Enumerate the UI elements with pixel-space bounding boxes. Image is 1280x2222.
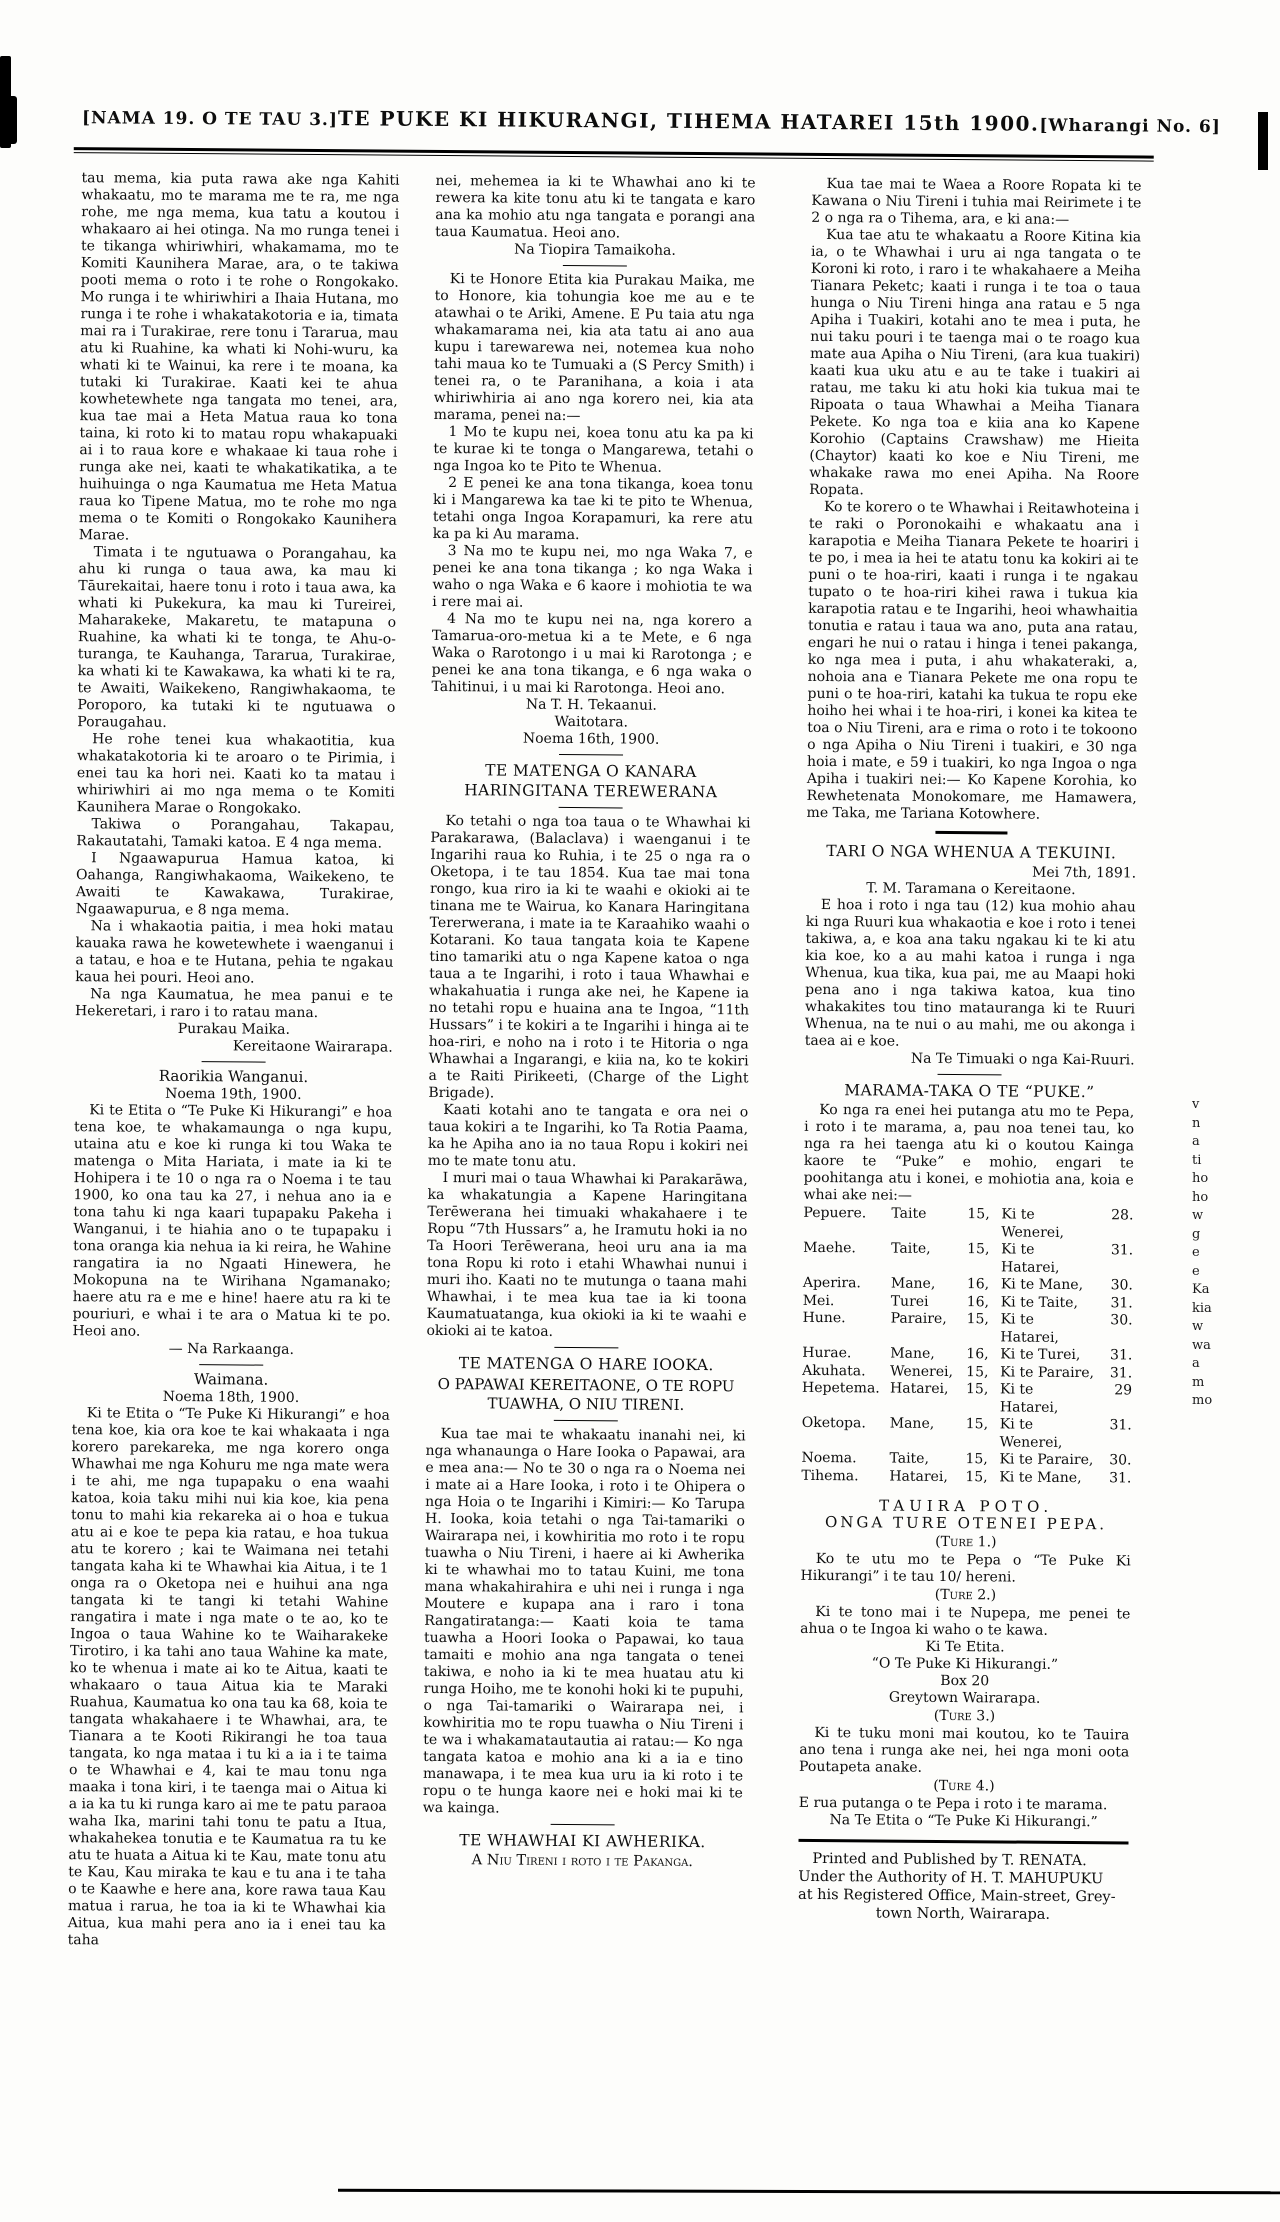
bleed-letter: m [1192, 1374, 1205, 1390]
end-day: 30. [1109, 1452, 1132, 1469]
article-headline: TE WHAWHAI KI AWHERIKA. [459, 1831, 706, 1852]
bleed-letter: w [1192, 1208, 1204, 1223]
weekday: Hatarei, [889, 1468, 948, 1485]
address-line: “O Te Puke Ki Hikurangi.” [871, 1655, 1059, 1673]
calendar-row [801, 1467, 1131, 1487]
weekday: Paraire, [890, 1310, 947, 1328]
rules-subheading: ONGA TURE OTENEI PEPA. [824, 1513, 1108, 1534]
addressee: T. M. Taramana o Kereitaone. [866, 880, 1076, 899]
paragraph: 1 Mo te kupu nei, koea tonu atu ka pa ki te kurae ki te tonga o Mangarewa, tetahi o nga Ingoa ko te Pito te Whenua. [433, 424, 754, 476]
signature: Na Tiopira Tamaikoha. [514, 241, 676, 259]
imprint [798, 1850, 1129, 1925]
weekday: Taite [891, 1205, 927, 1222]
signature: Purakau Maika. [177, 1020, 291, 1038]
paragraph: tau mema, kia puta rawa ake nga Kahiti whakaatu, mo te marama me te ra, me nga rohe, me nga mema, kua tatu a koutou i whakaaro ai hei otinga. Na mo runga tenei i te tikanga whiriwhiri, whakamama, mo te Komiti Kaunihera Marae, ara, o te takiwa pooti mema o roto i te rohe o Rongokako. Mo runga i te whiriwhiri a Ihaia Hutana, mo runga i te rohe i whakatakotoria e ia, timata mai ra i Turakirae, rere tonu i Tararua, mau atu ki Ruahine, ka whati ki Nohi-wuru, ka whati ki te Wainui, ka rere i te moana, ka tutaki ki Turakirae. Kaati kei te ahua kowhetewhete nga tangata mo tenei, ara, kua tae mai a Heta Matua raua ko tona taina, ki roto ki to matau ropu whakapuaki ai i to raua kore e whakaae ki taua rohe i runga ake nei, kaati te whakatikatika, a te huihuinga o nga Kaumatua me Heta Matua raua ko Tipene Matua, mo te rohe mo nga mema o te Komiti o Rongokako Kaunihera Marae. [78, 170, 400, 544]
bleed-letter: a [1192, 1356, 1200, 1371]
paragraph: Ko tetahi o nga toa taua o te Whawhai ki Parakarawa, (Balaclava) i waenganui i te Ingarihi raua ko Ruhia, i te 25 o nga ra o Oketopa, i te tau 1854. Kua tae mai tona rongo, kua riro ia ki te waahi e okioki ai te tinana me te Wairua, ko Kanara Haringitana Tererwerana, i mate ia te Karaahiko waahi o Kotarani. Ko taua tangata koia te Kapene tino tamariki atu o nga Kapene katoa o nga taua a te Ingarihi, i roto i taua Whawhai e whakahuatia i runga ake nei, he Kapene ia no tetahi ropu e huaina ana te Ingoa, “11th Hussars” i te kokiri a te Ingarihi i hinga ai te hoa-riri, e noho na i roto i te Hitoria o nga Whawhai a Ingarangi, e kiia na, ko te kokiri a te Raiti Pirikeeti, (Charge of the Light Brigade). [428, 813, 751, 1102]
weekday: Mane, [890, 1275, 936, 1292]
paragraph: Ko nga ra enei hei putanga atu mo te Pepa, i roto i te marama, a, pau noa tenei tau, ko nga ra hei taenga atu ki o koutou Kainga kaore te “Puke” e mohio, engari te poohitanga atu i konei, e mohiotia ana, koia e whai ake nei:— [803, 1101, 1135, 1204]
weekday: Turei [890, 1293, 929, 1310]
address-line: Box 20 [940, 1672, 990, 1690]
article-headline: TE MATENGA O HARE IOOKA. [458, 1354, 714, 1375]
paragraph: 2 E penei ke ana tona tikanga, koea tonu ki i Mangarewa ka tae ki te pito te Whenua, tetahi onga Ingoa Korapamuri, ka rere atu ka pa ki Au marama. [432, 475, 754, 544]
imprint-line: town North, Wairarapa. [875, 1905, 1051, 1923]
to-weekday: Ki te Paraire, [1000, 1363, 1095, 1381]
month: Hurae. [802, 1344, 852, 1362]
paragraph: Ki te Honore Etita kia Purakau Maika, me to Honore, kia tohungia koe me au e te atawhai o te Ariki, Amene. E Pu taia atu nga whakamarama nei, kia ata tatu ai ano aua kupu i tarewarewa nei, notemea kua noho tahi maua ko te Tumuaki a (S Percy Smith) i tenei ra, o te Paranihana, a koia i ata whiriwhiria ai ano nga korero nei, kia ata marama, penei na:— [433, 271, 755, 425]
scan-edge-mark [4, 96, 17, 144]
to-weekday: Ki te Turei, [1000, 1346, 1081, 1364]
bleed-letter: ho [1192, 1189, 1209, 1205]
paragraph: E rua putanga o te Pepa i roto i te marama. [798, 1794, 1108, 1814]
section-rule [938, 1074, 1002, 1076]
to-weekday: Ki te Paraire, [999, 1451, 1094, 1469]
weekday: Taite, [891, 1240, 931, 1257]
weekday: Mane, [889, 1415, 935, 1432]
rule-label: (Ture 4.) [933, 1777, 995, 1795]
day-number: 15, [965, 1381, 989, 1398]
bleed-letter: v [1192, 1097, 1200, 1112]
day-number: 16, [966, 1293, 990, 1310]
paragraph: I muri mai o taua Whawhai ki Parakarāwa, ka whakatungia a Kapene Haringitana Terēwerana hei timuaki whakahaere i te Ropu “7th Hussars” a, he Iramutu hoki ia no Ta Hoori Terēwerana, heoi uru ana ia ma tona Ropu ki roto i etahi Whawhai nunui i muri iho. Kaati no te mutunga o taana mahi Whawhai, i te mea kua tae ia ki toona Kaumatuatanga, kua okioki ia ki te waahi e okioki ai te katoa. [426, 1170, 748, 1340]
calendar-row [802, 1310, 1132, 1348]
article-headline: TE MATENGA O KANARA HARINGITANA TEREWERANA [464, 761, 718, 802]
end-day: 31. [1109, 1469, 1132, 1486]
letter-heading: Raorikia Wanganui. [158, 1066, 309, 1086]
paragraph: nei, mehemea ia ki te Whawhai ano ki te rewera ka kite tonu atu ki te tangata e karo ana ka mohio atu nga tangata e porangi ana taua Kaumatua. Heoi ano. [435, 172, 756, 242]
article-subhead: A Niu Tireni i roto i te Pakanga. [471, 1852, 694, 1871]
paragraph: Kua tae mai te Waea a Roore Ropata ki te Kawana o Niu Tireni i tuhia mai Reirimete i te 2 o nga ra o Tihema, ara, e ki ana:— [811, 176, 1142, 228]
day-number: 15, [965, 1451, 988, 1468]
month: Mei. [802, 1292, 835, 1309]
weekday: Taite, [889, 1450, 930, 1467]
section-rule [563, 265, 627, 267]
section-rule [935, 831, 1007, 835]
weekday: Wenerei, [890, 1363, 954, 1380]
section-rule [202, 1061, 266, 1063]
bleed-letter: a [1192, 1134, 1200, 1149]
publication-calendar [801, 1205, 1133, 1488]
paragraph: Kaati kotahi ano te tangata e ora nei o taua kokiri a te Ingarihi, ko Ta Rotia Paama, ka he Apiha ano ia no taua Ropu i kokiri nei mo te mate tonu atu. [427, 1102, 749, 1171]
column-1 [68, 170, 400, 1951]
bleed-letter: Ka [1192, 1282, 1210, 1297]
end-day: 31. [1109, 1364, 1133, 1381]
day-number: 15, [966, 1311, 989, 1328]
column-2 [422, 173, 755, 1871]
paragraph: 3 Na mo te kupu nei, mo nga Waka 7, e penei ke ana tona tikanga ; ko nga Waka i waho o nga Waka e 6 kaore i mohiotia te wa i rere mai ai. [432, 543, 753, 611]
paragraph: Ki te Etita o “Te Puke Ki Hikurangi” e hoa tena koe, te whakamaunga o nga kupu, utaina atu e koe ki runga ki tou Waka te matenga o Mita Hariata, i mate ia ki te Hohipera i te 10 o nga ra o Noema i te tau 1900, ko ona tau ka 27, i nehua ano ia e tona tahu ki nga kaari tupapaku Pakeha i Wanganui, i te hiahia ano o te tupapaku i tona oranga kia nehua ia ki reira, he Wahine rangatira ia no Ngaati Hinewera, he Mokopuna na te Wirihana Ngamanako; haere atu ra e me e hine! haere atu ra ki te pouriuri, e whai i te ara o Matua ki te po. Heoi ano. [72, 1102, 393, 1340]
address-line: Greytown Wairarapa. [888, 1689, 1041, 1707]
month: Hepetema. [802, 1379, 880, 1397]
calendar-row [803, 1240, 1133, 1278]
imprint-line: at his Registered Office, Main-street, Grey- [798, 1886, 1116, 1906]
month: Akuhata. [802, 1362, 866, 1379]
day-number: 16, [966, 1276, 990, 1293]
to-weekday: Ki te Mane, [1000, 1276, 1084, 1294]
end-day: 30. [1110, 1277, 1133, 1294]
month: Oketopa. [801, 1414, 866, 1432]
day-number: 15, [967, 1206, 990, 1223]
dateline: Mei 7th, 1891. [1031, 864, 1137, 882]
adjacent-page-bleed [1192, 1096, 1218, 1411]
end-day: 31. [1110, 1347, 1133, 1364]
paragraph: E hoa i roto i nga tau (12) kua mohio ahau ki nga Ruuri kua whakaotia e koe i roto i tenei takiwa, a, e koa ana taku ngakau ki te ki atu kia koe, ko a au mahi katoa i runga i nga Whenua, kua tika, kua pai, me au Maapi hoki pena ano i nga takiwa katoa, kua tino whakakites tou tino matauranga ki te Ruuri Whenua, na te nui o au mahi, me ou akonga i taea ai e koe. [804, 897, 1136, 1050]
article-headline: TARI O NGA WHENUA A TEKUINI. [826, 842, 1117, 863]
bleed-letter: e [1192, 1263, 1200, 1279]
section-rule [551, 1824, 615, 1826]
end-day: 31. [1110, 1294, 1133, 1311]
column-3 [798, 176, 1142, 1925]
signature: Na T. H. Tekaanui. [525, 696, 657, 714]
end-day: 31. [1109, 1417, 1132, 1434]
bleed-letter: ho [1192, 1171, 1209, 1186]
section-rule [559, 754, 623, 756]
rule-label: (Ture 3.) [933, 1707, 996, 1725]
bleed-letter: kia [1192, 1300, 1212, 1316]
issue-number: [NAMA 19. O TE TAU 3.] [81, 108, 338, 131]
masthead-rule [74, 147, 1154, 161]
to-weekday: Ki te Wenerei, [1001, 1206, 1065, 1241]
page-number: [Wharangi No. 6] [1039, 115, 1221, 138]
footer-rule [798, 1839, 1128, 1845]
day-number: 15, [965, 1416, 989, 1433]
newspaper-title: TE PUKE KI HIKURANGI, TIHEMA HATAREI 15th 1900. [337, 106, 1040, 136]
bleed-letter: ti [1192, 1152, 1202, 1168]
month: Tihema. [801, 1467, 859, 1484]
imprint-line: Printed and Published by T. RENATA. [812, 1850, 1087, 1870]
month: Aperira. [802, 1274, 861, 1292]
bleed-letter: wa [1192, 1337, 1211, 1353]
day-number: 15, [966, 1363, 989, 1380]
calendar-row [802, 1380, 1132, 1418]
to-weekday: Ki te Hatarei, [999, 1381, 1059, 1416]
letter-heading: Waimana. [193, 1370, 269, 1389]
rule-label: (Ture 1.) [935, 1533, 997, 1551]
paragraph: 4 Na mo te kupu nei na, nga korero a Tamarua-oro-metua ki a te Mete, e 6 nga Waka o Rarotongo i u mai ki Rarotonga ; e penei ke ana tona tikanga, e 6 nga waka o Tahitinui, i u mai ki Rarotonga. Heoi ano. [431, 611, 753, 698]
end-day: 31. [1110, 1242, 1134, 1259]
to-weekday: Ki te Wenerei, [999, 1416, 1063, 1451]
article-headline: MARAMA-TAKA O TE “PUKE.” [844, 1081, 1095, 1102]
page-content [1, 0, 1280, 1949]
signature: — Na Rarkaanga. [168, 1340, 295, 1358]
day-number: 15, [965, 1468, 988, 1485]
rule-label: (Ture 2.) [934, 1586, 997, 1604]
bleed-letter: w [1192, 1319, 1204, 1334]
paragraph: Ki te Etita o “Te Puke Ki Hikurangi” e hoa tena koe, kia ora koe te kai whakaata i nga korero parekareka, me nga korero onga Whawhai me nga Kohuru me nga mate wera i te ahi, me nga tupapaku o ena waahi katoa, koia taku mihi nui kia koe, kia pena tonu to mahi kia rekareka ai o hoa e tukua atu ai e koe te pepa kia ratau, e hoa tukua atu te korero ; kai te Waimana nei tetahi tangata kaha ki te Whawhai kia Aitua, i te 1 onga ra o Oketopa nei e huihui ana nga tangata ki te tangi ki tetahi Wahine rangatira i mate i nga mate o te ao, ko te Ingoa o taua Wahine ko te Waiharakeke Tirotiro, i ka tahi ano taua Wahine ka mate, ko te whenua i mate ai ko te Aitua, kaati te whakaaro o taua Aitua kia te Maraki Ruahua, Kaumatua ko ona tau ka 68, koia te tangata whakahaere i te Whawhai, ara, te Tianara a te Kooti Rikirangi he toa taua tangata, ko nga mataa i tu ki a ia i te taima o te Whawhai e 4, kai te mau tonu nga maaka i tona kiri, i te taenga mai o Aitua ki a ia ka tu ki runga karo ai me te patu paraoa waha Ika, marini tahi tonu te patu a Itua, whakahekea tonutia e te Kaumatua ra tu ke atu te huata a Aitua ki te Kau, mate tonu atu te Kau, Kau miraka te kau e tu ana i te taha o te Kaawhe e here ana, kore rawa taua Kau matua i rarua, he toa ia ki te Whawhai kia Aitua, kua mahi pera ano ia i enei tau ka taha [67, 1405, 390, 1949]
signature: Na Te Etita o “Te Puke Ki Hikurangi.” [829, 1812, 1098, 1831]
weekday: Mane, [890, 1345, 935, 1362]
bleed-letter: mo [1192, 1393, 1213, 1408]
day-number: 15, [967, 1241, 990, 1258]
bleed-letter: n [1192, 1115, 1201, 1131]
paragraph: Na i whakaotia paitia, i mea hoki matau kauaka rawa he kowetewhete i waenganui i a tatau, e hoa e te Hutana, pehia te ngakau kaua hei pouri. Heoi ano. [75, 918, 394, 987]
month: Noema. [801, 1449, 857, 1467]
paragraph: Timata i te ngutuawa o Porangahau, ka ahu ki runga o taua awa, ka mau ki Tāurekaitai, haere tonu i roto i taua awa, ka whati ki Pukekura, ka mau ki Tureirei, Maharakeke, Makaretu, te matapuna o Ruahine, ka whati ki te tonga, te Ahu-o-turanga, te Kauhanga, Tararua, Turakirae, ka whati ki te Kawakawa, ka whati ki te ra, te Awaiti, Waikekeno, Rangiwhakaoma, te Poroporo, ka tutaki ki te ngutuawa o Poraugahau. [77, 544, 397, 731]
paragraph: Ki te tono mai i te Nupepa, me penei te ahua o te Ingoa ki waho o te kawa. [800, 1603, 1131, 1639]
signature: Na Te Timuaki o nga Kai-Ruuri. [910, 1050, 1135, 1069]
imprint-line: Under the Authority of H. T. MAHUPUKU [798, 1868, 1104, 1888]
address-line: Ki Te Etita. [925, 1638, 1005, 1656]
end-day: 30. [1110, 1312, 1133, 1329]
bleed-letter: g [1192, 1226, 1201, 1242]
to-weekday: Ki te Taite, [1000, 1293, 1078, 1311]
section-rule [554, 1347, 618, 1349]
month: Pepuere. [803, 1204, 867, 1222]
paragraph: Kua tae mai te whakaatu inanahi nei, ki nga whanaunga o Hare Iooka o Papawai, ara e mea ana:— No te 30 o nga ra o Noema nei i mate ai a Hare Iooka, i roto i te Ohipera o nga Hoia o te Ingarihi i Kimiri:— Ko Tarupa H. Iooka, koia tetahi o nga Tai-tamariki o Wairarapa nei, i kowhiritia mo roto i te ropu tuawha o Niu Tireni, i haere ai ki Awherika ki te whawhai mo to tatau Kuini, me tona mana whakahirahira e uhi nei i runga i nga Moutere e kupapa ana i raro i tona Rangatiratanga:— Kaati koia te tama tuawha a Hoori Iooka o Papawai, ko taua tamaiti e mohio ana nga tangata o tenei takiwa, e noho ia ki te mea huatau atu ki runga Hoiho, me te konohi hoki ki te pupuhi, o nga Tai-tamariki o Wairarapa nei, i kowhiritia mo te ropu tuawha o Niu Tireni i te wa i whakamatautautia ai ratau:— Ko nga tangata katoa e mohio ana ki a ia e tino manawapa, i te mea kua uru ia ki roto i te ropu o te hunga kaore nei e hoki mai ki te wa kainga. [422, 1426, 746, 1817]
headline-rule [559, 807, 623, 809]
paragraph: I Ngaawapurua Hamua katoa, ki Oahanga, Rangiwhakaoma, Waikekeno, te Awaiti te Kawakawa, Turakirae, Ngaawapurua, e 8 nga mema. [75, 850, 395, 919]
month: Maehe. [803, 1239, 856, 1257]
paragraph: Ko te utu mo te Pepa o “Te Puke Ki Hikurangi” i te tau 10/ hereni. [800, 1550, 1131, 1586]
rules-heading: TAUIRA POTO. [879, 1496, 1054, 1516]
dateline: Noema 18th, 1900. [162, 1388, 300, 1406]
signature-place: Waitotara. [554, 713, 629, 731]
dateline: Noema 16th, 1900. [522, 730, 660, 748]
weekday: Hatarei, [889, 1380, 949, 1398]
day-number: 16, [966, 1346, 989, 1363]
calendar-row [803, 1205, 1133, 1243]
paragraph: Na nga Kaumatua, he mea panui e te Hekeretari, i raro i to ratau mana. [74, 986, 394, 1022]
scan-bottom-line [338, 2189, 1280, 2194]
article-subhead: O PAPAWAI KEREITAONE, O TE ROPU TUAWHA, O NIU TIRENI. [437, 1375, 735, 1414]
to-weekday: Ki te Mane, [999, 1468, 1082, 1486]
signature-place: Kereitaone Wairarapa. [232, 1038, 393, 1056]
to-weekday: Ki te Hatarei, [1000, 1311, 1059, 1346]
section-rule [199, 1364, 263, 1366]
month: Hune. [802, 1309, 846, 1327]
paragraph: Ko te korero o te Whawhai i Reitawhoteina i te raki o Poronokaihi e whakaatu ana i karapotia e Meiha Tianara Pekete te hoariri i te po, i mea ia hei te atatu tonu ka kokiri ai te puni o te hoa-riri, kaati i runga i te ngakau tupato o te hoa-riri kihei rawa i tukua kia karapotia ratau e te Ingarihi, heoi whawhaitia tonutia e ratau i taua wa ano, puta ana ratau, engari he nui o ratau i hinga i tenei pakanga, ko nga mea i puta, i ahu whakateraki, a, nohoia ana e Tianara Pekete me ona ropu te puni o te hoa-riri, katahi ka tukua te ropu eke hoiho hei whai i te hoa-riri, i konei ka kitea te toa o Niu Tireni, ara e rima o roto i te tokoono o nga Apiha o Niu Tireni i tuakiri, e 30 nga hoia i mate, e 59 i tuakiri, ko nga Ingoa o nga Apiha i tuakiri nei:— Ko Kapene Korohia, ko Rewhetenata Monokomare, me Hamawera, me Taka, me Tariana Kotowhere. [806, 499, 1140, 823]
dateline: Noema 19th, 1900. [165, 1085, 302, 1103]
to-weekday: Ki te Hatarei, [1000, 1241, 1060, 1276]
scan-edge-mark [1258, 112, 1268, 170]
paragraph: Ki te tuku moni mai koutou, ko te Tauira ano tena i runga ake nei, hei nga moni oota Poutapeta anake. [799, 1724, 1130, 1776]
paragraph: Kua tae atu te whakaatu a Roore Kitina kia ia, o te Whawhai i uru ai nga tangata o te Koroni ki roto, i raro i te whakahaere a Meiha Tianara Peketc; kaati i runga i te toa o taua hunga o Niu Tireni hinga ana ratau e 5 nga Apiha i Tuakiri, kotahi ano te mea i puta, he nui taku pouri i te taenga mai o te roago kua mate aua Apiha o Niu Tireni, (ara kua tuakiri) kaati kua uku atu e au te take i tuakiri ai ratau, me taku ki atu hoki kia tukua mai te Ripoata o taua Whawhai a Meiha Tianara Pekete. Ko nga toa e kiia ana ko Kapene Korohio (Captains Crawshaw) me Hieita (Chaytor) kaati ko koe e Niu Tireni, me whakake rawa mo enei Apiha. Na Roore Ropata. [809, 227, 1142, 499]
bleed-letter: e [1192, 1245, 1200, 1260]
calendar-row [802, 1415, 1132, 1453]
paragraph: Takiwa o Porangahau, Takapau, Rakautatahi, Tamaki katoa. E 4 nga mema. [76, 816, 395, 852]
masthead [81, 104, 1221, 138]
end-day: 28. [1111, 1207, 1134, 1224]
paragraph: He rohe tenei kua whakaotitia, kua whakatakotoria ki te aroaro o te Pirimia, i enei tau ka hori nei. Kaati ko ta matau i whiriwhiri ai mo nga mema o te Komiti Kaunihera Marae o Rongokako. [76, 731, 396, 817]
end-day: 29 [1114, 1382, 1133, 1399]
headline-rule [554, 1420, 618, 1422]
